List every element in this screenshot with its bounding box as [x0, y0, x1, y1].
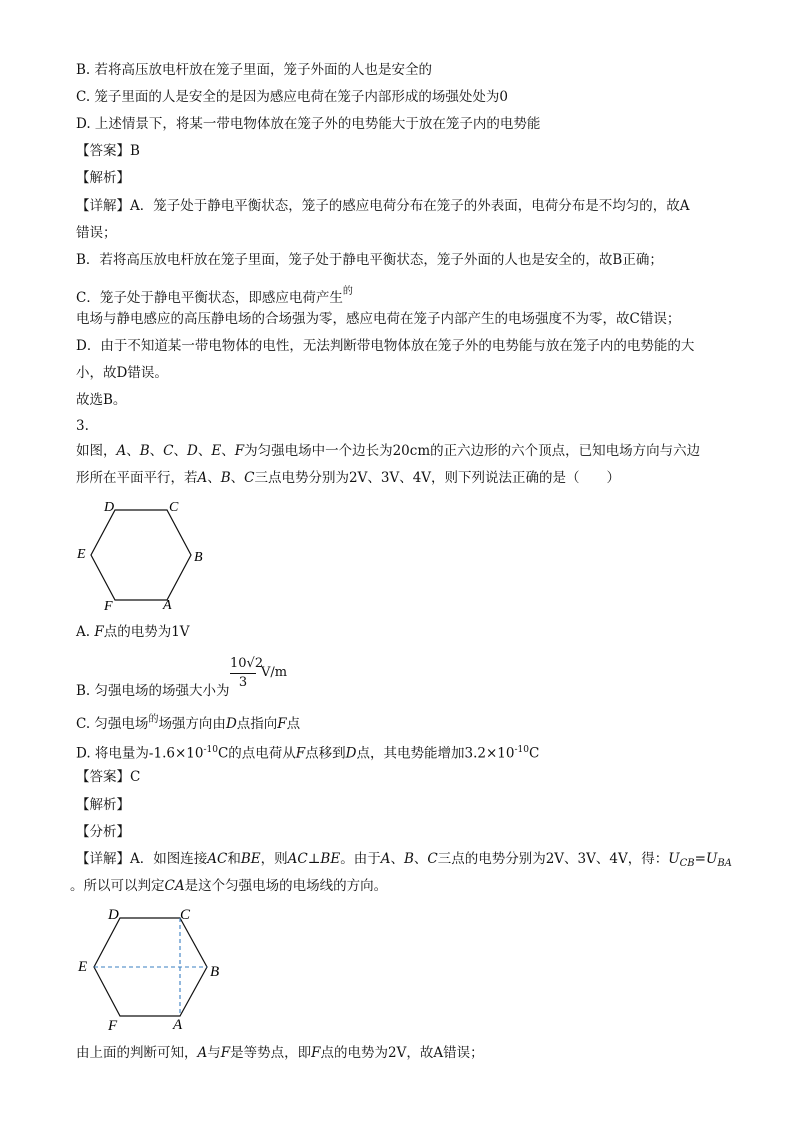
detail-line-1: 【详解】A．笼子处于静电平衡状态，笼子的感应电荷分布在笼子的外表面，电荷分布是不均匀的，故A: [76, 198, 690, 214]
analyze-label: 【分析】: [76, 824, 130, 840]
vertex-label-b: B: [194, 550, 203, 565]
vertex-label-e: E: [77, 547, 86, 562]
field-strength-fraction: $\frac{10√2}{3}$: [230, 656, 264, 690]
vertex-label-b: B: [210, 964, 220, 980]
detail-line-5: 电场与静电感应的高压静电场的合场强为零，感应电荷在笼子内部产生的电场强度不为零，故C错误；: [76, 311, 681, 327]
detail-line-6: D．由于不知道某一带电物体的电性，无法判断带电物体放在笼子外的电势能与放在笼子内的电势能的大: [76, 338, 695, 354]
detail-line-2: 错误；: [76, 225, 117, 241]
hexagon-figure-2: [70, 902, 230, 1038]
choice-d[interactable]: D. 将电量为$-1.6\times 10^{-10}C$的点电荷从F点移到D点，其电势能增加$3.2\times 10^{-10}C$: [76, 745, 540, 762]
option-c-line: C. 笼子里面的人是安全的是因为感应电荷在笼子内部形成的场强处处为0: [76, 89, 509, 105]
choice-c[interactable]: C. 匀强电场$^的$场强方向由D点指向F点: [76, 714, 301, 732]
field-strength-unit: V/m: [261, 665, 288, 680]
vertex-label-d: D: [104, 500, 115, 515]
vertex-label-a: A: [173, 1017, 183, 1033]
analysis-label-2: 【解析】: [76, 797, 130, 813]
choice-a[interactable]: A. F点的电势为1V: [76, 624, 190, 640]
solution-line-1: 【详解】A．如图连接AC和BE，则AC⊥BE。由于A、B、C三点的电势分别为2V、3V、4V，得：$U_{CB}=U_{BA}$: [76, 851, 732, 869]
choice-b[interactable]: B. 匀强电场的场强大小为: [76, 683, 230, 699]
vertex-label-a: A: [163, 598, 172, 613]
answer-label: 【答案】B: [76, 143, 140, 159]
conclusion-line: 故选B。: [76, 392, 127, 408]
vertex-label-c: C: [180, 907, 191, 923]
detail-line-3: B．若将高压放电杆放在笼子里面，笼子处于静电平衡状态，笼子外面的人也是安全的，故B正确；: [76, 252, 663, 268]
question-stem-line-1: 如图，A、B、C、D、E、F为匀强电场中一个边长为20cm的正六边形的六个顶点，已知电场方向与六边: [76, 443, 701, 459]
vertex-label-e: E: [78, 959, 88, 975]
solution-line-3: 由上面的判断可知，A与F是等势点，即F点的电势为2V，故A错误；: [76, 1045, 484, 1061]
question-stem-line-2: 形所在平面平行，若A、B、C三点电势分别为2V、3V、4V，则下列说法正确的是（ ）: [76, 470, 621, 486]
detail-line-7: 小，故D错误。: [76, 365, 168, 381]
vertex-label-f: F: [104, 599, 113, 614]
hexagon-figure-1: [70, 494, 220, 618]
vertex-label-d: D: [108, 907, 119, 923]
question-number: 3.: [76, 418, 89, 434]
option-d-line: D. 上述情景下，将某一带电物体放在笼子外的电势能大于放在笼子内的电势能: [76, 116, 541, 132]
detail-line-4: C．笼子处于静电平衡状态，即感应电荷产生$^的$: [76, 286, 353, 306]
vertex-label-f: F: [108, 1018, 118, 1034]
analysis-label: 【解析】: [76, 170, 130, 186]
solution-line-2: 。所以可以判定CA是这个匀强电场的电场线的方向。: [70, 878, 388, 894]
option-b-line: B. 若将高压放电杆放在笼子里面，笼子外面的人也是安全的: [76, 62, 433, 78]
vertex-label-c: C: [169, 500, 179, 515]
answer-label-2: 【答案】C: [76, 769, 141, 785]
